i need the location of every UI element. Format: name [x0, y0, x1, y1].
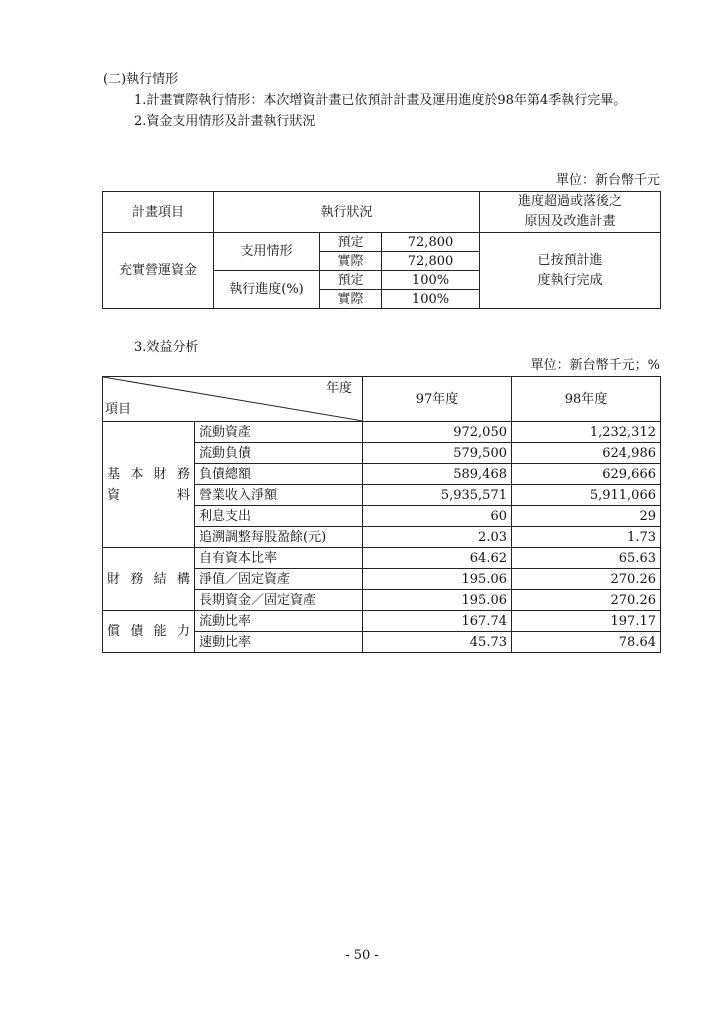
- benefit-heading: 3.效益分析: [134, 340, 199, 355]
- diagonal-header-cell: [103, 377, 363, 422]
- header-item-label: 項目: [105, 402, 132, 417]
- header-year-label: 年度: [325, 381, 352, 396]
- year1-header: 97年度: [363, 377, 512, 422]
- row-value-98: 270.26: [512, 569, 661, 590]
- row-value-98: 1.73: [512, 527, 661, 548]
- remark-line2: 度執行完成: [537, 272, 603, 288]
- row-value-98: 5,911,066: [512, 485, 661, 506]
- row-value-98: 65.63: [512, 548, 661, 569]
- col-reason-line1: 進度超過或落後之: [518, 194, 623, 209]
- row-value-97: 589,468: [363, 464, 512, 485]
- row-value-97: 972,050: [363, 422, 512, 443]
- group-char: 務: [130, 571, 144, 587]
- table-row: [103, 548, 661, 569]
- usage-planned-value: 72,800: [382, 233, 480, 252]
- row-value-98: 78.64: [512, 632, 661, 653]
- usage-actual-label: 實際: [320, 252, 382, 271]
- group-char: 料: [176, 487, 190, 503]
- page-number: - 50 -: [345, 948, 379, 963]
- row-value-98: 197.17: [512, 611, 661, 632]
- group-char: 能: [153, 624, 167, 639]
- row-value-97: 579,500: [363, 443, 512, 464]
- row-value-97: 195.06: [363, 569, 512, 590]
- group-char: 本: [130, 466, 144, 482]
- table-row: [103, 611, 661, 632]
- group-char: 構: [176, 571, 190, 587]
- row-value-97: 5,935,571: [363, 485, 512, 506]
- remark-line1: 已按預計進: [537, 252, 603, 268]
- remark-cell: [480, 233, 661, 309]
- table2-header-row: [103, 377, 661, 422]
- row-value-98: 1,232,312: [512, 422, 661, 443]
- row-label: 流動資產: [195, 422, 363, 443]
- group-char: 資: [107, 487, 121, 503]
- benefit-unit: 單位：新台幣千元；%: [530, 358, 660, 373]
- row-label: 淨值／固定資產: [195, 569, 363, 590]
- group-char: 財: [107, 571, 121, 587]
- row-value-98: 624,986: [512, 443, 661, 464]
- row-value-97: 45.73: [363, 632, 512, 653]
- row-value-97: 195.06: [363, 590, 512, 611]
- row-value-98: 29: [512, 506, 661, 527]
- progress-label-cell: 執行進度(%): [214, 271, 320, 309]
- funds-usage-heading: 2.資金支用情形及計畫執行狀況: [134, 114, 316, 129]
- col-reason-line2: 原因及改進計畫: [524, 214, 616, 229]
- project-name-cell: 充實營運資金: [103, 233, 214, 309]
- group-char: 償: [107, 624, 121, 639]
- row-value-98: 629,666: [512, 464, 661, 485]
- row-value-97: 167.74: [363, 611, 512, 632]
- group-char: 債: [130, 624, 144, 639]
- group-solvency: [103, 611, 195, 653]
- table1-header-row: [103, 192, 661, 233]
- group-basic-financial-data: [103, 422, 195, 548]
- table1-unit: 單位：新台幣千元: [555, 173, 660, 188]
- progress-planned-label: 預定: [320, 271, 382, 290]
- col-status-header: 執行狀況: [214, 192, 480, 233]
- row-label: 營業收入淨額: [195, 485, 363, 506]
- row-label: 利息支出: [195, 506, 363, 527]
- progress-actual-value: 100%: [382, 290, 480, 309]
- row-label: 長期資金／固定資產: [195, 590, 363, 611]
- usage-label-cell: 支用情形: [214, 233, 320, 271]
- usage-planned-label: 預定: [320, 233, 382, 252]
- group-char: 務: [176, 466, 190, 482]
- group-char: 財: [153, 466, 167, 482]
- usage-actual-value: 72,800: [382, 252, 480, 271]
- progress-planned-value: 100%: [382, 271, 480, 290]
- row-value-98: 270.26: [512, 590, 661, 611]
- group-char: 基: [107, 466, 121, 482]
- col-reason-header: [480, 192, 661, 233]
- year2-header: 98年度: [512, 377, 661, 422]
- progress-actual-label: 實際: [320, 290, 382, 309]
- table-row: [103, 233, 661, 252]
- row-label: 流動比率: [195, 611, 363, 632]
- row-value-97: 2.03: [363, 527, 512, 548]
- diagonal-line: [103, 377, 363, 421]
- row-label: 追溯調整每股盈餘(元): [195, 527, 363, 548]
- row-label: 自有資本比率: [195, 548, 363, 569]
- col-project-header: 計畫項目: [103, 192, 214, 233]
- section-heading: (二)執行情形: [103, 72, 179, 87]
- group-char: 力: [176, 624, 190, 639]
- row-label: 速動比率: [195, 632, 363, 653]
- row-label: 流動負債: [195, 443, 363, 464]
- funds-usage-table: [102, 191, 661, 309]
- table-row: [103, 422, 661, 443]
- row-value-97: 64.62: [363, 548, 512, 569]
- benefit-analysis-table: [102, 376, 661, 653]
- row-label: 負債總額: [195, 464, 363, 485]
- row-value-97: 60: [363, 506, 512, 527]
- group-financial-structure: [103, 548, 195, 611]
- execution-summary-text: 1.計畫實際執行情形：本次增資計畫已依預計計畫及運用進度於98年第4季執行完畢。: [134, 93, 627, 108]
- group-char: 結: [153, 571, 167, 587]
